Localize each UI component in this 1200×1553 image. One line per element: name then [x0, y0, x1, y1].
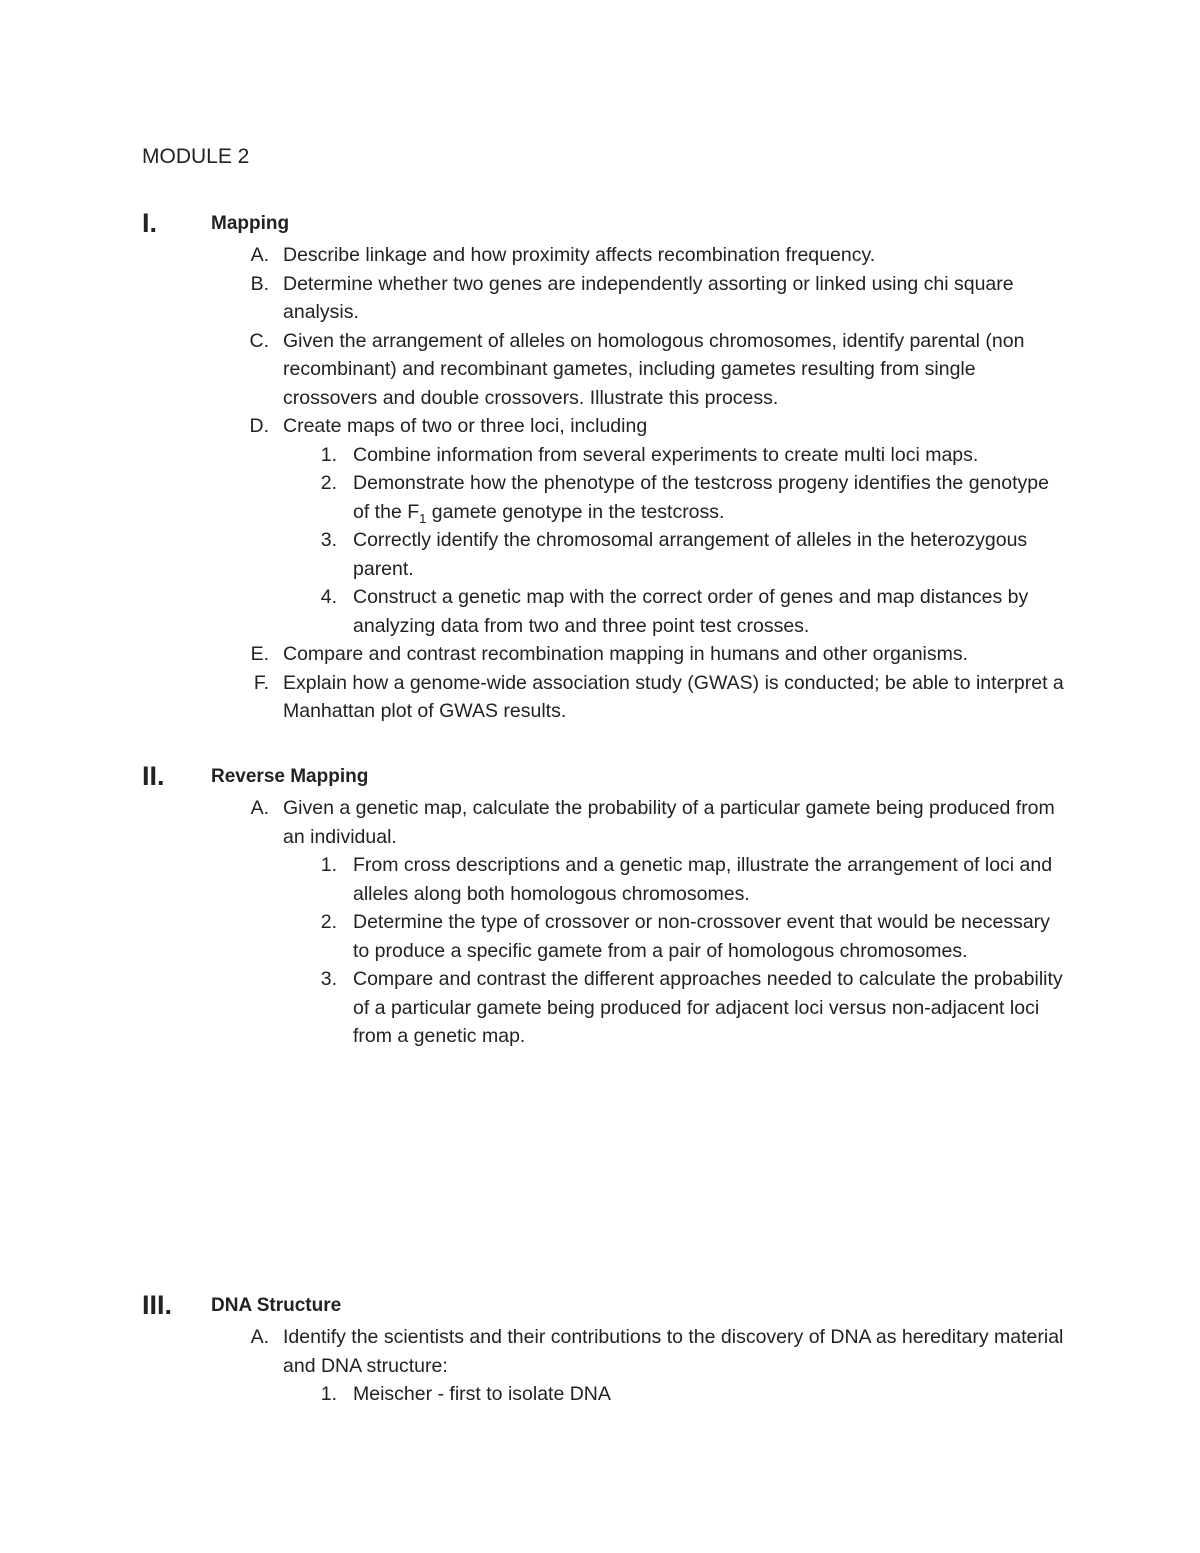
list-item — [0, 1323, 1200, 1380]
section-heading — [0, 205, 1200, 241]
subscript: 1 — [419, 510, 427, 526]
item-text-part: Demonstrate how the phenotype of the testcross progeny identifies the genotype of the F — [353, 472, 1049, 523]
sub-list-item — [0, 526, 1200, 583]
item-text: Correctly identify the chromosomal arrangement of alleles in the heterozygous parent. — [353, 529, 1028, 580]
item-marker: F. — [253, 671, 269, 694]
item-marker: A. — [250, 244, 269, 266]
section-title: Mapping — [211, 213, 290, 234]
item-marker: B. — [250, 272, 269, 295]
item-text — [353, 469, 1068, 526]
item-marker: 2. — [320, 472, 337, 494]
item-marker: C. — [249, 329, 269, 352]
item-marker: 3. — [320, 529, 337, 551]
section-numeral: III. — [142, 1290, 173, 1320]
item-text: Create maps of two or three loci, including — [283, 415, 648, 437]
sub-list-item — [0, 908, 1200, 965]
item-text: Explain how a genome-wide association study (GWAS) is conducted; be able to interpret a Manhattan plot of GWAS results. — [283, 671, 1064, 722]
section-numeral: I. — [142, 208, 158, 238]
list-item — [0, 270, 1200, 327]
item-text-part: gamete genotype in the testcross. — [426, 500, 725, 523]
item-marker: 1. — [320, 1383, 337, 1405]
sub-list-item — [0, 583, 1200, 640]
item-text: Construct a genetic map with the correct order of genes and map distances by analyzing data from two and three point test crosses. — [353, 586, 1029, 637]
item-marker: 1. — [320, 443, 337, 466]
item-marker: D. — [249, 415, 269, 437]
section-title: DNA Structure — [211, 1295, 342, 1316]
item-marker: A. — [250, 1326, 269, 1348]
sub-list-item — [0, 1380, 1200, 1409]
section-title: Reverse Mapping — [211, 766, 369, 787]
item-text: Identify the scientists and their contributions to the discovery of DNA as hereditary material and DNA structure: — [283, 1326, 1064, 1377]
item-text: Combine information from several experiments to create multi loci maps. — [353, 443, 979, 466]
section-heading — [0, 1287, 1200, 1323]
sub-list-item — [0, 851, 1200, 908]
item-marker: E. — [250, 643, 269, 665]
sub-list-item — [0, 469, 1200, 526]
item-text: Given the arrangement of alleles on homologous chromosomes, identify parental (non recombinant) and recombinant gametes, including gametes resulting from single crossovers and double crossovers. Illustrate this process. — [283, 329, 1025, 409]
item-text: Determine the type of crossover or non-crossover event that would be necessary to produce a specific gamete from a pair of homologous chromosomes. — [353, 911, 1050, 962]
list-item — [0, 412, 1200, 441]
item-text: Describe linkage and how proximity affects recombination frequency. — [283, 244, 876, 266]
item-marker: A. — [250, 797, 269, 819]
list-item — [0, 327, 1200, 413]
item-text: Compare and contrast recombination mapping in humans and other organisms. — [283, 643, 969, 665]
item-text: Given a genetic map, calculate the probability of a particular gamete being produced from an individual. — [283, 797, 1055, 848]
section-dna-structure — [0, 1287, 1200, 1409]
item-text: Determine whether two genes are independently assorting or linked using chi square analysis. — [283, 272, 1014, 323]
item-marker: 2. — [320, 911, 337, 933]
section-heading — [0, 758, 1200, 794]
item-text: Meischer - first to isolate DNA — [353, 1383, 611, 1405]
list-item — [0, 640, 1200, 669]
sub-list-item — [0, 965, 1200, 1051]
section-numeral: II. — [142, 761, 165, 791]
page-title: MODULE 2 — [142, 145, 250, 168]
list-item — [0, 794, 1200, 851]
section-mapping — [0, 205, 1200, 726]
sub-list-item — [0, 441, 1200, 470]
item-marker: 1. — [320, 854, 337, 876]
list-item — [0, 669, 1200, 726]
list-item — [0, 241, 1200, 270]
item-marker: 3. — [320, 968, 337, 990]
section-reverse-mapping — [0, 758, 1200, 1051]
item-marker: 4. — [320, 586, 337, 608]
item-text: From cross descriptions and a genetic map, illustrate the arrangement of loci and alleles along both homologous chromosomes. — [353, 854, 1053, 905]
item-text: Compare and contrast the different approaches needed to calculate the probability of a particular gamete being produced for adjacent loci versus non-adjacent loci from a genetic map. — [353, 968, 1063, 1047]
